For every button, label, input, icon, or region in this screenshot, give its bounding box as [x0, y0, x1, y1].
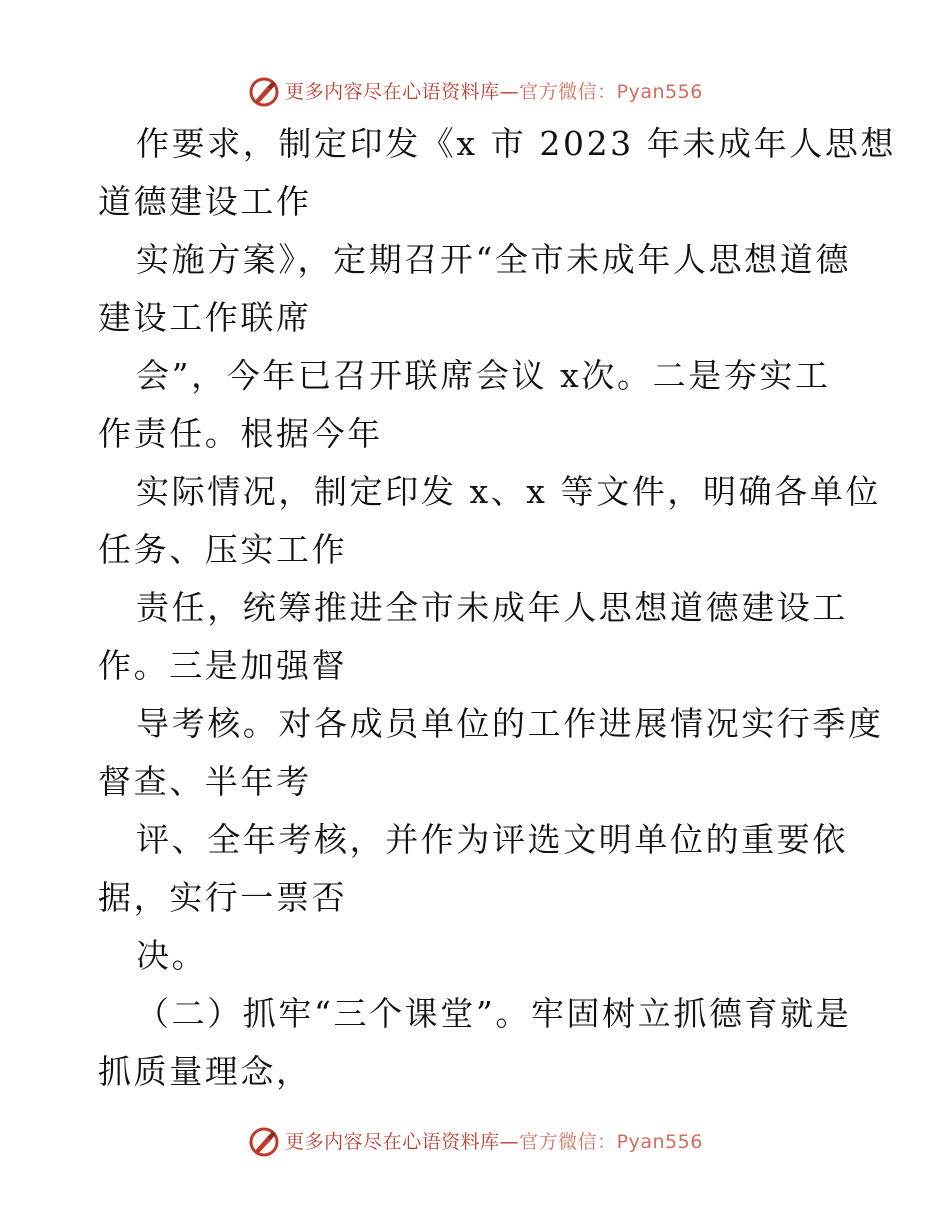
watermark-text: 更多内容尽在心语资料库—官方微信：Pyan556 — [285, 80, 703, 103]
paragraph-line: 实际情况，制定印发 x、x 等文件，明确各单位 — [136, 472, 882, 511]
paragraph-line: 会”，今年已召开联席会议 x次。二是夯实工 — [136, 356, 831, 395]
watermark-text: 更多内容尽在心语资料库—官方微信：Pyan556 — [285, 1130, 703, 1153]
paragraph-line: 实施方案》，定期召开“全市未成年人思想道德 — [136, 240, 851, 279]
pen-logo-icon — [247, 1125, 281, 1159]
paragraph-line: 抓质量理念， — [98, 1052, 312, 1091]
paragraph-line: 任务、压实工作 — [98, 530, 348, 569]
paragraph-line: 导考核。对各成员单位的工作进展情况实行季度 — [136, 704, 884, 743]
footer-watermark — [0, 1120, 950, 1160]
paragraph-line: 作。三是加强督 — [98, 646, 348, 685]
paragraph-line: 责任，统筹推进全市未成年人思想道德建设工 — [136, 588, 848, 627]
paragraph-line: 督查、半年考 — [98, 762, 312, 801]
paragraph-line: 道德建设工作 — [98, 182, 312, 221]
paragraph-line: 建设工作联席 — [98, 298, 312, 337]
paragraph-line: 作要求，制定印发《x 市 2023 年未成年人思想 — [136, 124, 897, 163]
paragraph-line: 作责任。根据今年 — [98, 414, 383, 453]
section-heading-line: （二）抓牢“三个课堂”。牢固树立抓德育就是 — [136, 994, 852, 1033]
paragraph-line: 据，实行一票否 — [98, 878, 348, 917]
paragraph-line: 评、全年考核，并作为评选文明单位的重要依 — [136, 820, 848, 859]
paragraph-line: 决。 — [136, 936, 208, 975]
